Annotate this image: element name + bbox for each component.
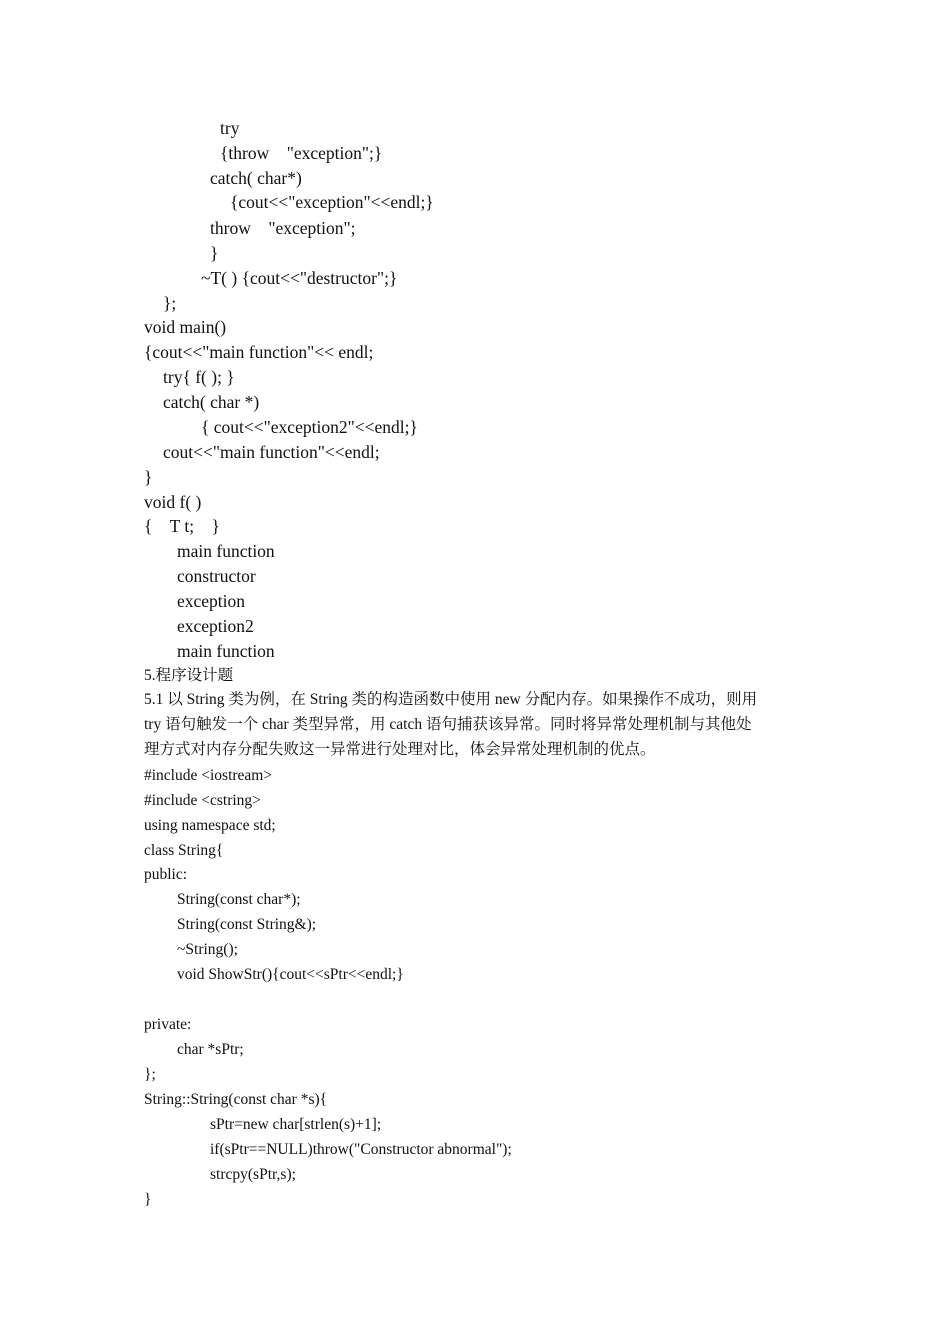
problem-text-line: try 语句触发一个 char 类型异常，用 catch 语句捕获该异常。同时将异常处理机制与其他处 xyxy=(144,716,752,733)
code-line: if(sPtr==NULL)throw("Constructor abnormal"); xyxy=(210,1141,512,1158)
code-line: strcpy(sPtr,s); xyxy=(210,1166,296,1183)
code-line: }; xyxy=(144,1066,156,1083)
code-line: ~String(); xyxy=(177,941,238,958)
output-line: main function xyxy=(177,641,275,661)
output-line: constructor xyxy=(177,566,256,586)
code-line: #include <cstring> xyxy=(144,792,261,809)
code-line: ~T( ) {cout<<"destructor";} xyxy=(201,268,398,288)
code-line: using namespace std; xyxy=(144,817,276,834)
code-line: private: xyxy=(144,1016,192,1033)
code-line: cout<<"main function"<<endl; xyxy=(163,442,380,462)
code-line: { cout<<"exception2"<<endl;} xyxy=(201,417,418,437)
code-line: throw "exception"; xyxy=(210,218,356,238)
code-line: void main() xyxy=(144,317,227,337)
code-line: catch( char*) xyxy=(210,168,302,188)
code-line: void ShowStr(){cout<<sPtr<<endl;} xyxy=(177,966,404,983)
code-line: catch( char *) xyxy=(163,392,260,412)
code-line: class String{ xyxy=(144,842,224,859)
code-line: String::String(const char *s){ xyxy=(144,1091,328,1108)
code-line: #include <iostream> xyxy=(144,767,273,784)
output-line: exception xyxy=(177,591,246,611)
section-heading: 5.程序设计题 xyxy=(144,667,234,684)
code-line: try{ f( ); } xyxy=(163,367,235,387)
code-line: { T t; } xyxy=(144,516,220,536)
code-line: } xyxy=(144,467,153,487)
problem-text-line: 理方式对内存分配失败这一异常进行处理对比，体会异常处理机制的优点。 xyxy=(144,741,656,758)
code-line: public: xyxy=(144,866,188,883)
code-line: void f( ) xyxy=(144,492,202,512)
code-line: {cout<<"main function"<< endl; xyxy=(144,342,374,362)
code-line: String(const String&); xyxy=(177,916,317,933)
output-line: main function xyxy=(177,541,275,561)
code-line: sPtr=new char[strlen(s)+1]; xyxy=(210,1116,382,1133)
code-line: String(const char*); xyxy=(177,891,301,908)
code-line: }; xyxy=(163,293,177,313)
code-line: try xyxy=(220,118,240,138)
output-line: exception2 xyxy=(177,616,254,636)
code-line: {throw "exception";} xyxy=(220,143,383,163)
code-line: {cout<<"exception"<<endl;} xyxy=(230,192,434,212)
problem-text-line: 5.1 以 String 类为例，在 String 类的构造函数中使用 new 分配内存。如果操作不成功，则用 xyxy=(144,691,758,708)
code-line: } xyxy=(144,1191,152,1208)
code-line: char *sPtr; xyxy=(177,1041,244,1058)
code-line: } xyxy=(210,243,219,263)
